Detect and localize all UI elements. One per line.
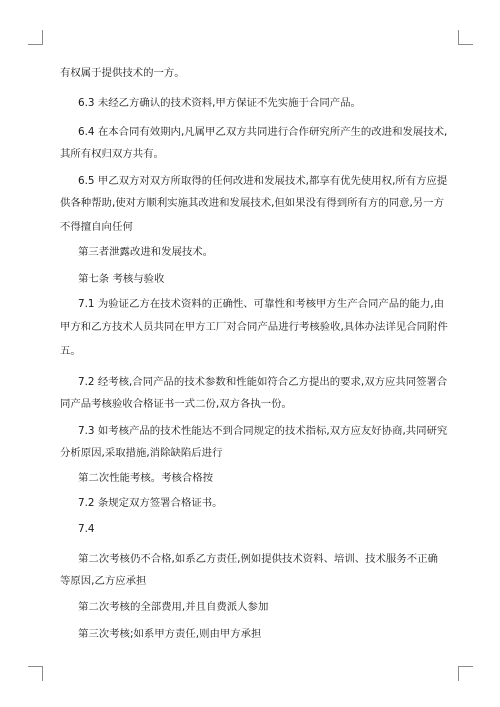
clause-7-2: 7.2 经考核,合同产品的技术参数和性能如符合乙方提出的要求,双方应共同签署合 bbox=[78, 376, 448, 388]
text-line: 第二次考核的全部费用,并且自费派人参加 bbox=[78, 601, 269, 613]
clause-6-4: 6.4 在本合同有效期内,凡属甲乙双方共同进行合作研究所产生的改进和发展技术, bbox=[78, 126, 448, 138]
clause-7-3: 7.3 如考核产品的技术性能达不到合同规定的技术指标,双方应友好协商,共同研究 bbox=[78, 425, 448, 437]
crop-mark-bottom-right bbox=[458, 666, 473, 681]
clause-7-1: 7.1 为验证乙方在技术资料的正确性、可靠性和考核甲方生产合同产品的能力,由 bbox=[78, 298, 445, 310]
clause-6-3: 6.3 未经乙方确认的技术资料,甲方保证不先实施于合同产品。 bbox=[78, 97, 361, 109]
clause-7-4: 7.4 bbox=[78, 523, 95, 535]
crop-mark-bottom-left bbox=[28, 666, 43, 681]
text-line: 有权属于提供技术的一方。 bbox=[60, 67, 185, 79]
text-line: 等原因,乙方应承担 bbox=[60, 575, 147, 587]
text-line: 其所有权归双方共有。 bbox=[60, 148, 164, 160]
text-line: 第二次性能考核。考核合格按 bbox=[78, 472, 214, 484]
text-line: 第三者泄露改进和发展技术。 bbox=[78, 246, 214, 258]
text-line: 甲方和乙方技术人员共同在甲方工厂对合同产品进行考核验收,具体办法详见合同附件 bbox=[60, 321, 448, 333]
text-line: 第三次考核;如系甲方责任,则由甲方承担 bbox=[78, 628, 262, 640]
crop-mark-top-left bbox=[28, 30, 43, 45]
text-line: 第二次考核仍不合格,如系乙方责任,例如提供技术资料、培训、技术服务不正确 bbox=[78, 553, 438, 565]
text-line: 不得擅自向任何 bbox=[60, 221, 133, 233]
text-line: 五。 bbox=[60, 345, 81, 357]
section-heading: 第七条 考核与验收 bbox=[78, 273, 165, 285]
crop-mark-top-right bbox=[458, 30, 473, 45]
text-line: 供各种帮助,使对方顺利实施其改进和发展技术,但如果没有得到所有方的同意,另一方 bbox=[60, 197, 444, 209]
clause-6-5: 6.5 甲乙双方对双方所取得的任何改进和发展技术,都享有优先使用权,所有方应提 bbox=[78, 175, 448, 187]
text-line: 分析原因,采取措施,消除缺陷后进行 bbox=[60, 447, 223, 459]
text-line: 同产品考核验收合格证书一式二份,双方各执一份。 bbox=[60, 398, 292, 410]
text-line: 7.2 条规定双方签署合格证书。 bbox=[78, 497, 223, 509]
